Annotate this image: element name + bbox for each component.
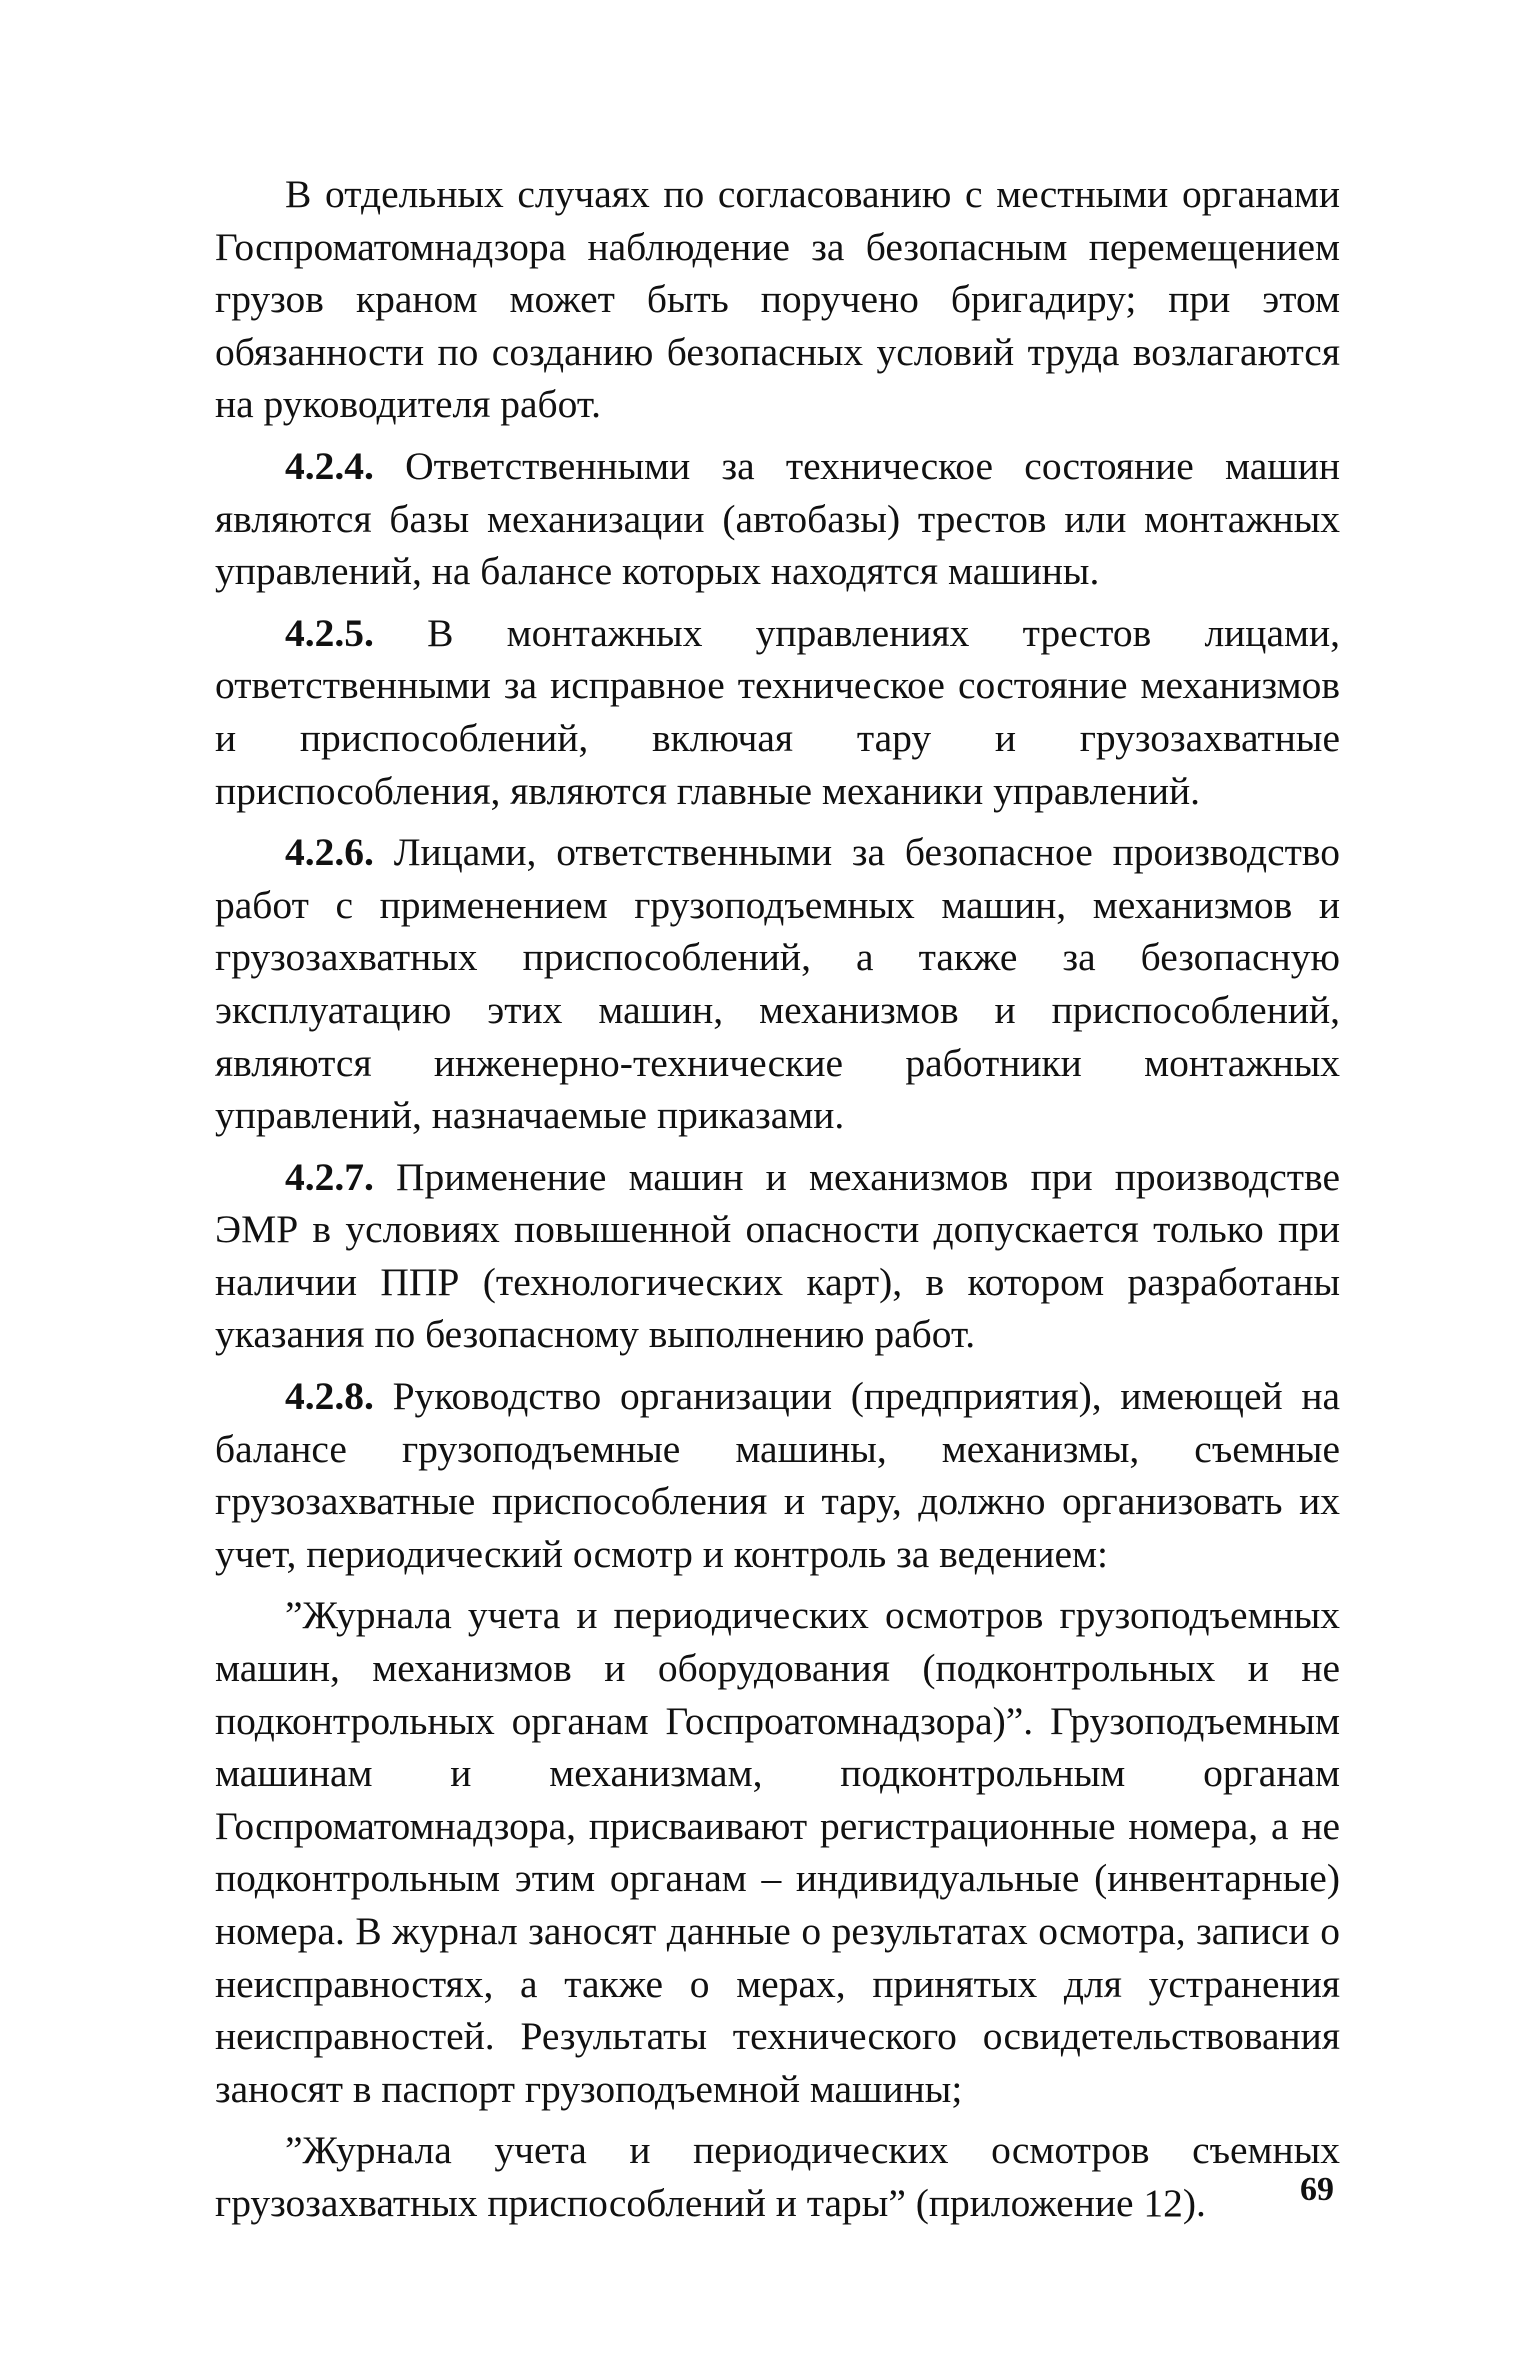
paragraph-4-2-7 xyxy=(215,1151,1340,1361)
paragraph-4-2-6 xyxy=(215,826,1340,1142)
paragraph-text: Руководство организации (предприятия), имеющей на балансе грузоподъемные машины, механизмы, съемные грузозахватные приспособления и тару, должно организовать их учет, периодический осмотр и контроль за ведением: xyxy=(215,1374,1340,1576)
paragraph-4-2-5 xyxy=(215,607,1340,817)
paragraph-4-2-8 xyxy=(215,1370,1340,1580)
section-number: 4.2.7. xyxy=(285,1154,374,1199)
paragraph-4-2-4 xyxy=(215,440,1340,598)
paragraph-text: Применение машин и механизмов при производстве ЭМР в условиях повышенной опасности допускается только при наличии ППР (технологических карт), в котором разработаны указания по безопасному выполнению работ. xyxy=(215,1154,1340,1357)
section-number: 4.2.8. xyxy=(285,1374,374,1419)
document-page xyxy=(215,168,1340,2230)
paragraph-text: Лицами, ответственными за безопасное производство работ с применением грузоподъемных машин, механизмов и грузозахватных приспособлений, а также за безопасную эксплуатацию этих машин, механизмов и приспособлений, являются инженерно-технические работники монтажных управлений, назначаемые приказами. xyxy=(215,830,1340,1138)
paragraph-journal-devices xyxy=(215,2124,1340,2229)
paragraph-text: В отдельных случаях по согласованию с местными органами Госпроматомнадзора наблюдение за безопасным перемещением грузов краном может быть поручено бригадиру; при этом обязанности по созданию безопасных условий труда возлагаются на руководителя работ. xyxy=(215,172,1340,427)
section-number: 4.2.6. xyxy=(285,830,374,875)
paragraph-text: ”Журнала учета и периодических осмотров грузоподъемных машин, механизмов и оборудования (подконтрольных и не подконтрольных органам Госпроатомнадзора)”. Грузоподъемным машинам и механизмам, подконтрольным органам Госпроматомнадзора, присваивают регистрационные номера, а не подконтрольным этим органам – индивидуальные (инвентарные) номера. В журнал заносят данные о результатах осмотра, записи о неисправностях, а также о мерах, принятых для устранения неисправностей. Результаты технического освидетельствования заносят в паспорт грузоподъемной машины; xyxy=(215,1593,1340,2111)
paragraph-text: Ответственными за техническое состояние машин являются базы механизации (автобазы) трестов или монтажных управлений, на балансе которых находятся машины. xyxy=(215,443,1340,594)
paragraph-text: ”Журнала учета и периодических осмотров съемных грузозахватных приспособлений и тары” (приложение 12). xyxy=(215,2128,1340,2225)
section-number: 4.2.5. xyxy=(285,610,374,655)
paragraph-text: В монтажных управлениях трестов лицами, ответственными за исправное техническое состояние механизмов и приспособлений, включая тару и грузозахватные приспособления, являются главные механики управлений. xyxy=(215,610,1340,813)
page-number: 69 xyxy=(1300,2171,1334,2208)
paragraph-journal-machines xyxy=(215,1589,1340,2115)
section-number: 4.2.4. xyxy=(285,443,374,488)
paragraph-intro xyxy=(215,168,1340,431)
